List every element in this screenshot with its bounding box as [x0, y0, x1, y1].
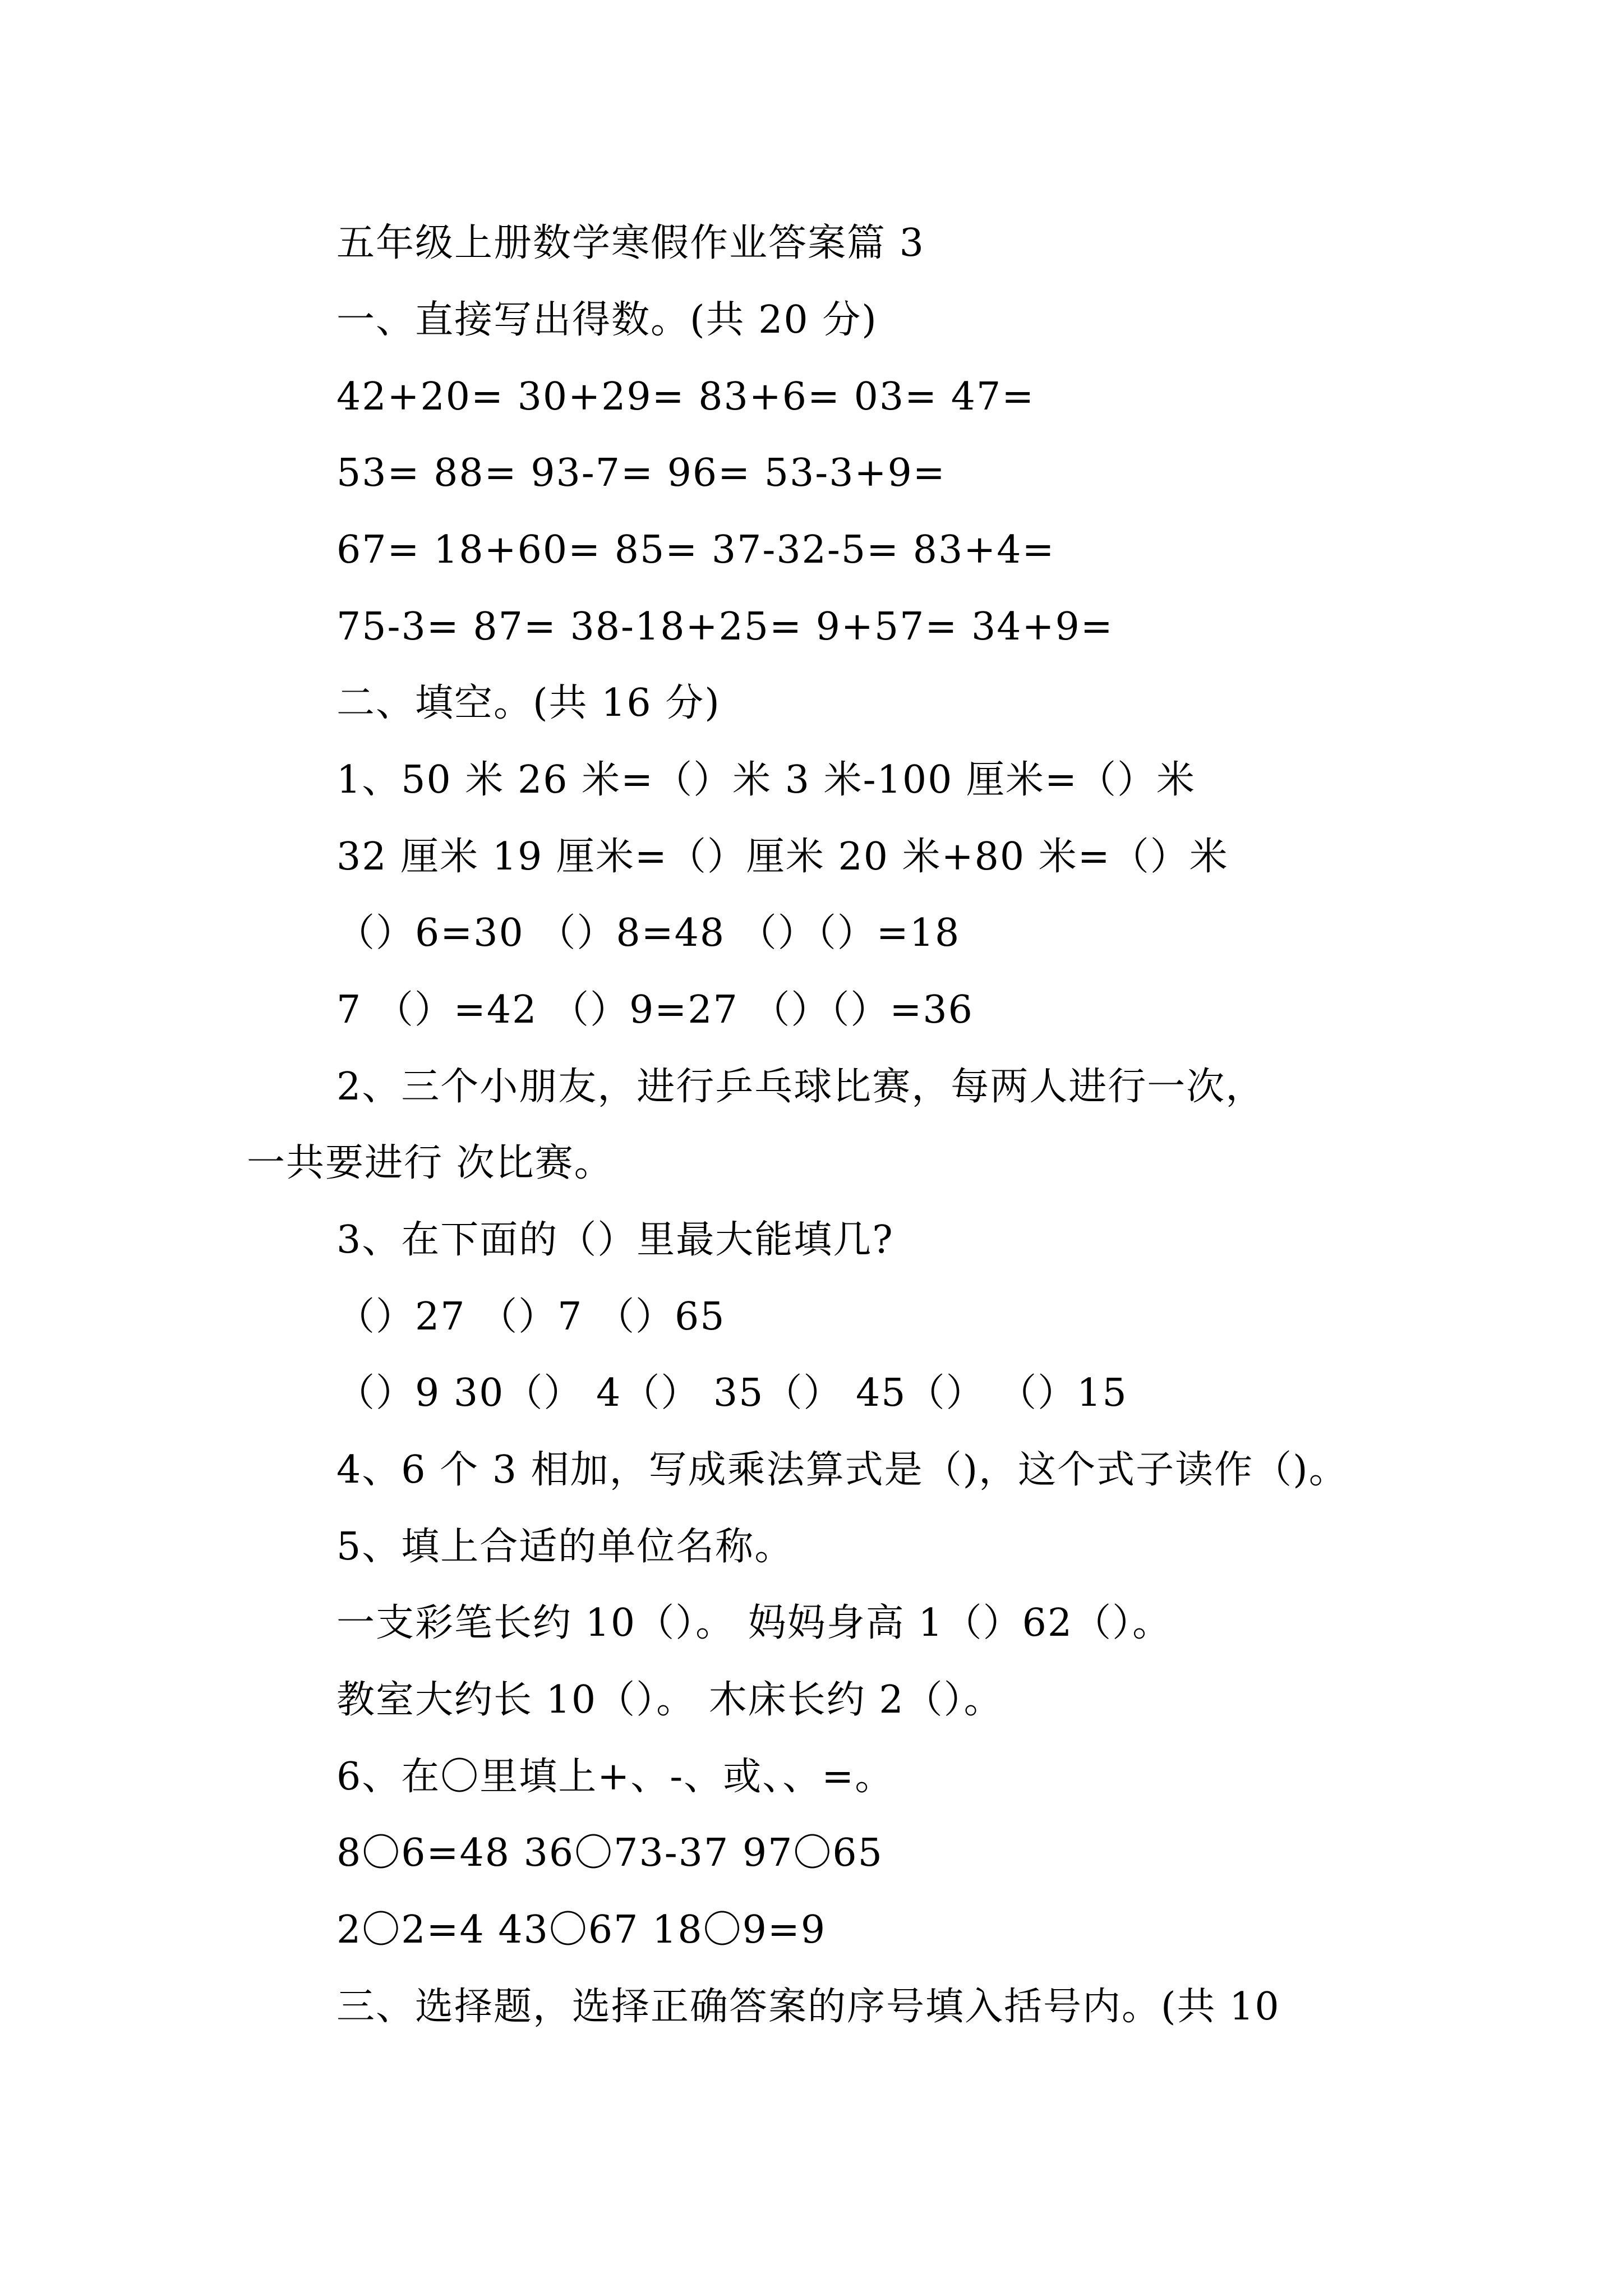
text-line: 1、50 米 26 米=（）米 3 米-100 厘米=（）米 — [336, 758, 1196, 802]
text-line: 5、填上合适的单位名称。 — [336, 1525, 794, 1569]
text-line: 4、6 个 3 相加，写成乘法算式是（)，这个式子读作（)。 — [336, 1448, 1348, 1492]
text-line: （）9 30（） 4（） 35（） 45（） （）15 — [336, 1371, 1128, 1415]
text-line: 3、在下面的（）里最大能填几? — [336, 1218, 894, 1262]
text-line: 32 厘米 19 厘米=（）厘米 20 米+80 米=（）米 — [336, 835, 1229, 879]
text-line: 75-3= 87= 38-18+25= 9+57= 34+9= — [336, 605, 1114, 649]
text-line: 6、在〇里填上+、-、或、、=。 — [336, 1755, 895, 1799]
text-line: 67= 18+60= 85= 37-32-5= 83+4= — [336, 528, 1055, 572]
text-line: 53= 88= 93-7= 96= 53-3+9= — [336, 451, 946, 495]
text-line: 7 （）=42 （）9=27 （）（）=36 — [336, 988, 974, 1032]
section-heading-2: 二、填空。(共 16 分) — [336, 681, 721, 725]
text-line: 一共要进行 次比赛。 — [247, 1141, 614, 1185]
text-line: 2、三个小朋友，进行乒乓球比赛，每两人进行一次， — [336, 1065, 1265, 1109]
document-title: 五年级上册数学寒假作业答案篇 3 — [336, 221, 925, 265]
text-line: （）6=30 （）8=48 （）（）=18 — [336, 911, 961, 955]
text-line: 8〇6=48 36〇73-37 97〇65 — [336, 1831, 883, 1875]
text-line: 一支彩笔长约 10（）。 妈妈身高 1（）62（）。 — [336, 1601, 1172, 1645]
text-line: （）27 （）7 （）65 — [336, 1295, 726, 1339]
text-line: 2〇2=4 43〇67 18〇9=9 — [336, 1908, 827, 1952]
text-line: 教室大约长 10（）。 木床长约 2（）。 — [336, 1678, 1003, 1722]
text-line: 42+20= 30+29= 83+6= 03= 47= — [336, 375, 1035, 419]
section-heading-3: 三、选择题，选择正确答案的序号填入括号内。(共 10 — [336, 1985, 1280, 2029]
section-heading-1: 一、直接写出得数。(共 20 分) — [336, 298, 878, 342]
